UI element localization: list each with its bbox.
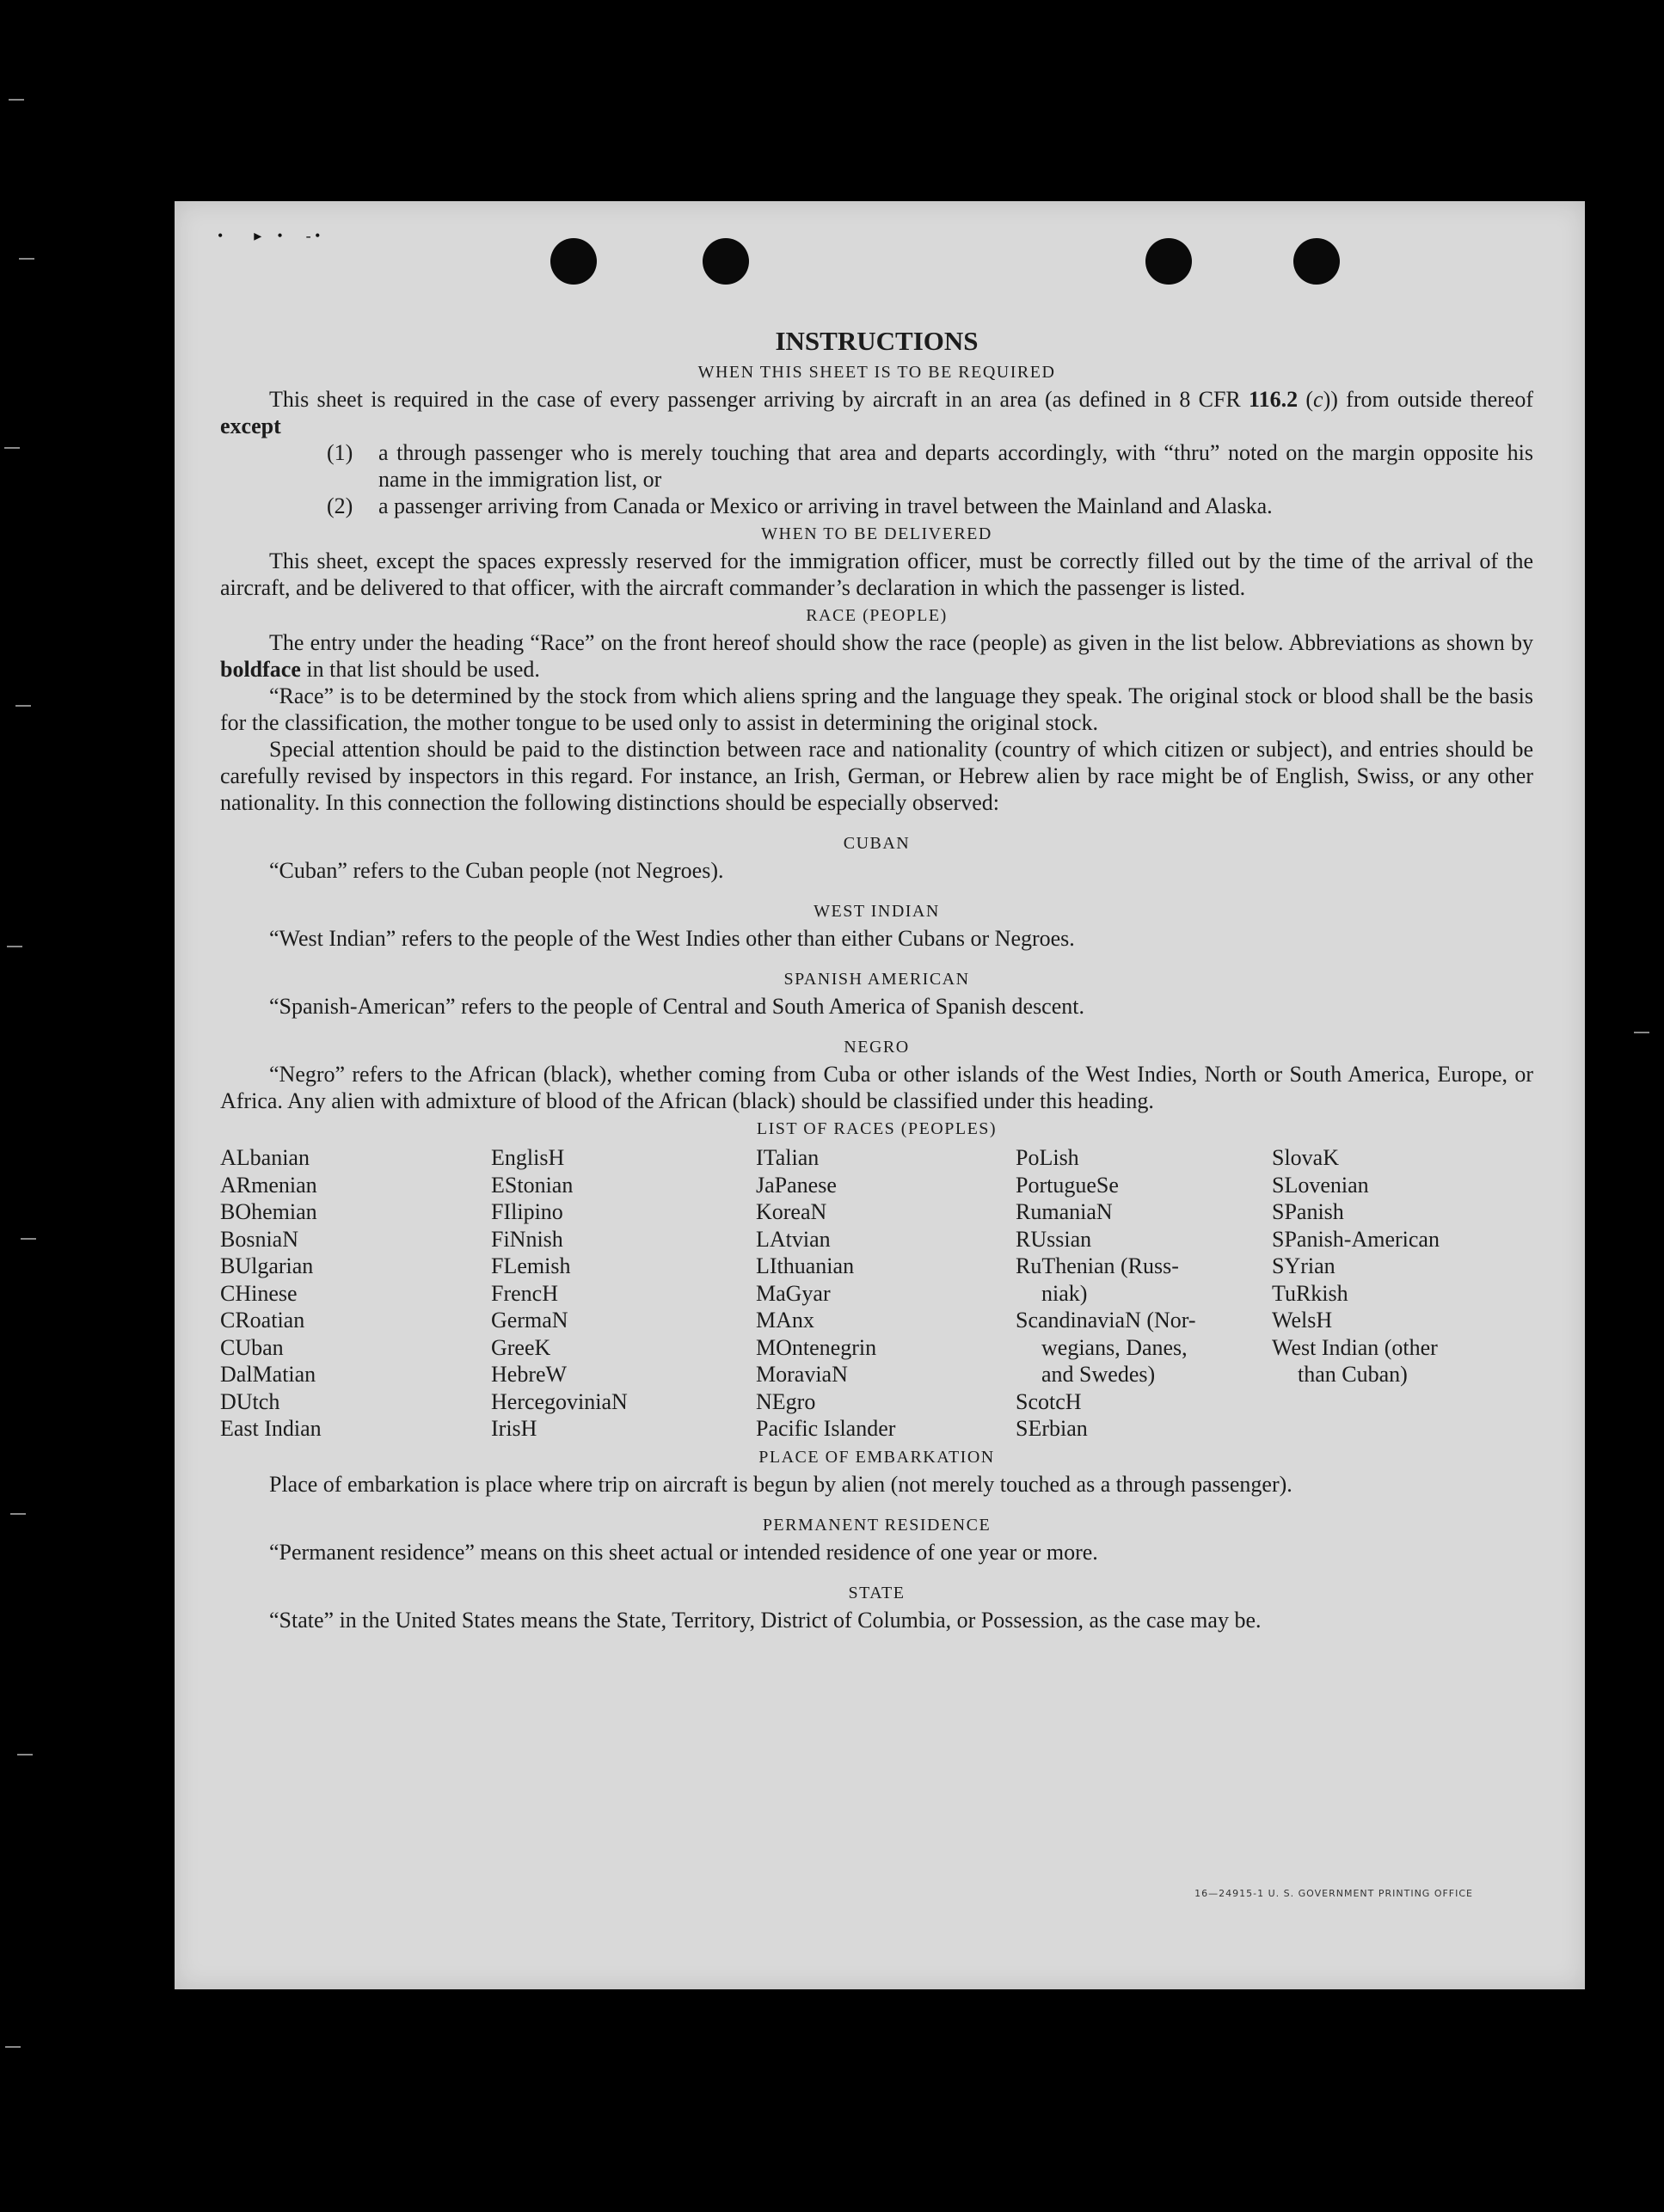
punch-hole: [703, 238, 749, 285]
race-column: [756, 1144, 1016, 1443]
race-item: EStonian: [491, 1172, 574, 1198]
race-paragraph-3: Special attention should be paid to the distinction between race and nationality (country of which citizen or subject), and entries should be carefully revised by inspectors in this regard. For instance, an Irish, German, or Hebrew alien by race might be of English, Swiss, or any other nationality. In this connection the following distinctions should be especially observed:: [220, 737, 1533, 815]
spanish-american-text: “Spanish-American” refers to the people of Central and South America of Spanish descent.: [269, 994, 1084, 1019]
race-item: RUssian: [1016, 1226, 1092, 1252]
race-item: BOhemian: [220, 1199, 317, 1224]
race-paragraph-2: “Race” is to be determined by the stock from which aliens spring and the language they speak. The original stock or blood shall be the basis for the classification, the mother tongue to be used only to assist in determining the original stock.: [220, 683, 1533, 735]
race-item: EnglisH: [491, 1145, 565, 1170]
race-item: FIlipino: [491, 1199, 563, 1224]
negro-text: “Negro” refers to the African (black), whether coming from Cuba or other islands of the West Indies, North or South America, Europe, or Africa. Any alien with admixture of blood of the African (black) should be classified under this heading.: [220, 1062, 1533, 1113]
race-item: wegians, Danes,: [1041, 1334, 1188, 1360]
race-column: [491, 1144, 756, 1443]
race-item: NEgro: [756, 1388, 816, 1414]
state-text: “State” in the United States means the State, Territory, District of Columbia, or Possession, as the case may be.: [269, 1607, 1262, 1633]
instructions-content: [220, 326, 1533, 1633]
race-column: [1016, 1144, 1272, 1443]
heading-permanent-residence: PERMANENT RESIDENCE: [762, 1515, 992, 1535]
heading-cuban: CUBAN: [843, 834, 911, 853]
race-item: ARmenian: [220, 1172, 317, 1198]
page-title: INSTRUCTIONS: [775, 326, 979, 356]
heading-list-of-races: LIST OF RACES (PEOPLES): [756, 1119, 998, 1138]
race-item: HebreW: [491, 1362, 568, 1387]
race-item: HercegoviniaN: [491, 1388, 628, 1414]
heading-west-indian: WEST INDIAN: [814, 902, 940, 921]
race-item: IrisH: [491, 1416, 537, 1441]
race-item: ALbanian: [220, 1145, 310, 1170]
race-item: BUlgarian: [220, 1253, 314, 1278]
heading-state: STATE: [848, 1583, 906, 1602]
race-column: [1272, 1144, 1530, 1443]
embarkation-text: Place of embarkation is place where trip on aircraft is begun by alien (not merely touched as a through passenger).: [269, 1471, 1293, 1497]
race-item: and Swedes): [1041, 1362, 1156, 1387]
race-item: CRoatian: [220, 1308, 305, 1333]
punch-hole: [550, 238, 597, 285]
race-item: GermaN: [491, 1308, 568, 1333]
race-item: CUban: [220, 1334, 284, 1360]
punch-hole: [1145, 238, 1192, 285]
race-item: SPanish-American: [1272, 1226, 1440, 1252]
race-paragraph-1: The entry under the heading “Race” on the front hereof should show the race (people) as given in the list below. Abbreviations as shown by boldface in that list should be used.: [220, 630, 1533, 682]
race-item: RuThenian (Russ-: [1016, 1253, 1179, 1278]
race-item: SLovenian: [1272, 1172, 1369, 1198]
residence-text: “Permanent residence” means on this sheet actual or intended residence of one year or more.: [269, 1539, 1098, 1565]
race-item: MAnx: [756, 1308, 814, 1333]
race-item: MoraviaN: [756, 1362, 848, 1387]
race-item: GreeK: [491, 1334, 551, 1360]
race-item: WelsH: [1272, 1308, 1333, 1333]
race-item: than Cuban): [1298, 1362, 1408, 1387]
race-item: niak): [1041, 1280, 1088, 1306]
race-item: West Indian (other: [1272, 1334, 1438, 1360]
punch-hole: [1293, 238, 1340, 285]
race-item: DUtch: [220, 1388, 280, 1414]
race-item: East Indian: [220, 1416, 322, 1441]
race-item: JaPanese: [756, 1172, 837, 1198]
exception-item: (2) a passenger arriving from Canada or Mexico or arriving in travel between the Mainland and Alaska.: [327, 493, 1273, 518]
race-item: PoLish: [1016, 1145, 1079, 1170]
race-item: KoreaN: [756, 1199, 827, 1224]
heading-negro: NEGRO: [844, 1038, 910, 1057]
heading-when-delivered: WHEN TO BE DELIVERED: [761, 524, 992, 543]
west-indian-text: “West Indian” refers to the people of the West Indies other than either Cubans or Negroes.: [269, 926, 1075, 951]
race-item: Pacific Islander: [756, 1416, 896, 1441]
race-item: SYrian: [1272, 1253, 1335, 1278]
when-required-intro: This sheet is required in the case of every passenger arriving by aircraft in an area (as defined in 8 CFR 116.2 (c)) from outside thereof except: [220, 387, 1533, 438]
race-item: FiNnish: [491, 1226, 563, 1252]
heading-when-required: WHEN THIS SHEET IS TO BE REQUIRED: [697, 363, 1056, 382]
race-item: MaGyar: [756, 1280, 831, 1306]
printing-office-code: 16—24915-1 U. S. GOVERNMENT PRINTING OFFICE: [1194, 1888, 1473, 1899]
race-list: [220, 1144, 1533, 1443]
race-item: SPanish: [1272, 1199, 1344, 1224]
cuban-text: “Cuban” refers to the Cuban people (not Negroes).: [269, 858, 724, 883]
race-item: SlovaK: [1272, 1145, 1339, 1170]
race-column: [220, 1144, 491, 1443]
heading-spanish-american: SPANISH AMERICAN: [783, 970, 970, 989]
race-item: BosniaN: [220, 1226, 298, 1252]
race-item: PortugueSe: [1016, 1172, 1119, 1198]
race-item: TuRkish: [1272, 1280, 1348, 1306]
exception-item: (1) a through passenger who is merely touching that area and departs accordingly, with “thru” noted on the margin opposite his name in the immigration list, or: [327, 440, 1533, 492]
race-item: RumaniaN: [1016, 1199, 1113, 1224]
race-item: SErbian: [1016, 1416, 1088, 1441]
race-item: FrencH: [491, 1280, 558, 1306]
heading-race: RACE (PEOPLE): [806, 606, 948, 625]
race-item: LIthuanian: [756, 1253, 855, 1278]
instruction-sheet: [175, 201, 1585, 1989]
race-item: ScotcH: [1016, 1388, 1082, 1414]
race-item: CHinese: [220, 1280, 298, 1306]
race-item: FLemish: [491, 1253, 571, 1278]
paper-specks: • ▸ • - •: [218, 227, 321, 244]
race-item: ScandinaviaN (Nor-: [1016, 1308, 1196, 1333]
race-item: LAtvian: [756, 1226, 831, 1252]
race-item: ITalian: [756, 1145, 820, 1170]
race-item: MOntenegrin: [756, 1334, 877, 1360]
race-item: DalMatian: [220, 1362, 316, 1387]
heading-embarkation: PLACE OF EMBARKATION: [758, 1447, 995, 1467]
when-delivered-text: This sheet, except the spaces expressly reserved for the immigration officer, must be correctly filled out by the time of the arrival of the aircraft, and be delivered to that officer, with the aircraft commander’s declaration in which the passenger is listed.: [220, 548, 1533, 600]
